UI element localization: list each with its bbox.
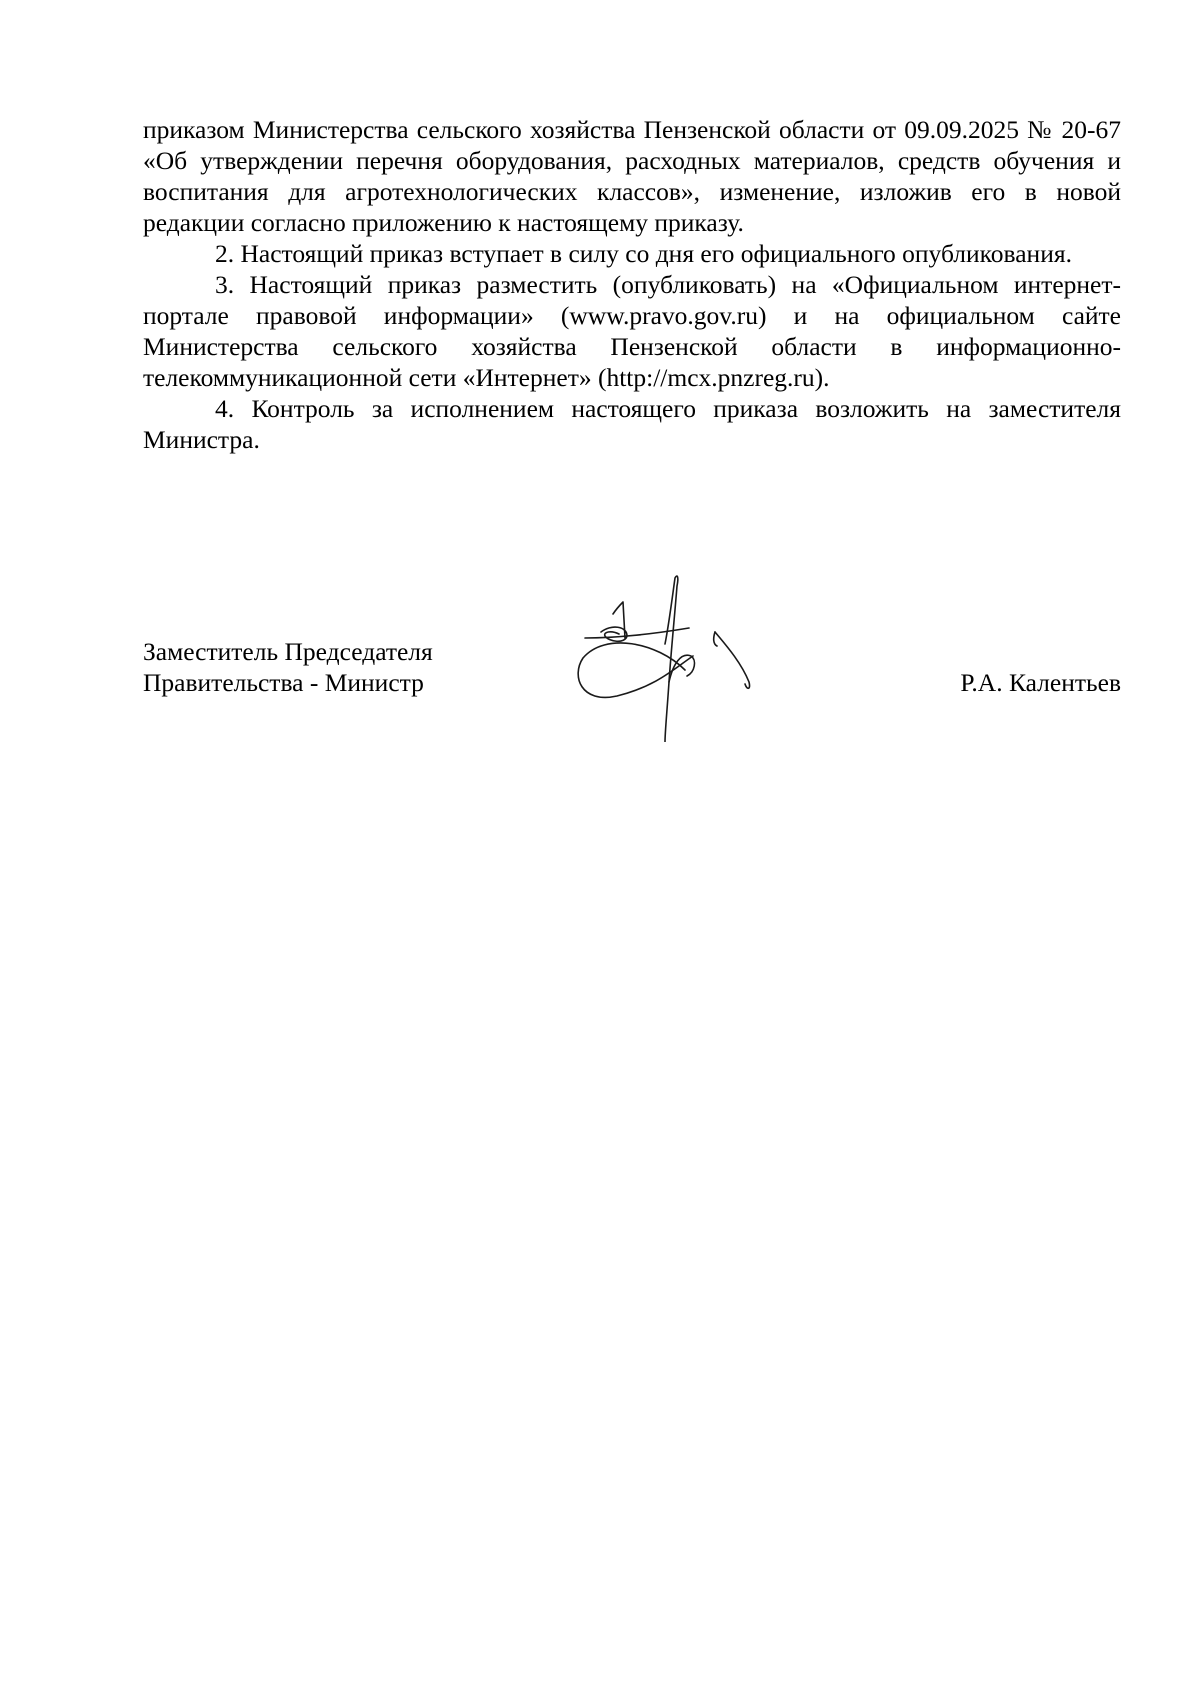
signature-block [143, 636, 1121, 746]
signatory-name: Р.А. Калентьев [960, 668, 1121, 697]
paragraph-item-3: 3. Настоящий приказ разместить (опубликовать) на «Официальном интернет-портале правовой информации» (www.pravo.gov.ru) и на официальном сайте Министерства сельского хозяйства Пензенской области в информационно-телекоммуникационной сети «Интернет» (http://mcx.pnzreg.ru). [143, 270, 1121, 392]
signatory-position-line-2: Правительства - Министр [143, 668, 424, 697]
paragraph-continuation: приказом Министерства сельского хозяйства Пензенской области от 09.09.2025 № 20-67 «Об утверждении перечня оборудования, расходных материалов, средств обучения и воспитания для агротехнологических классов», изменение, изложив его в новой редакции согласно приложению к настоящему приказу. [143, 115, 1121, 237]
paragraph-item-4: 4. Контроль за исполнением настоящего приказа возложить на заместителя Министра. [143, 394, 1121, 454]
signatory-position-line-1: Заместитель Председателя [143, 637, 433, 666]
paragraph-item-2: 2. Настоящий приказ вступает в силу со дня его официального опубликования. [215, 239, 1072, 268]
signatory-position [143, 636, 543, 698]
document-body [143, 114, 1121, 455]
